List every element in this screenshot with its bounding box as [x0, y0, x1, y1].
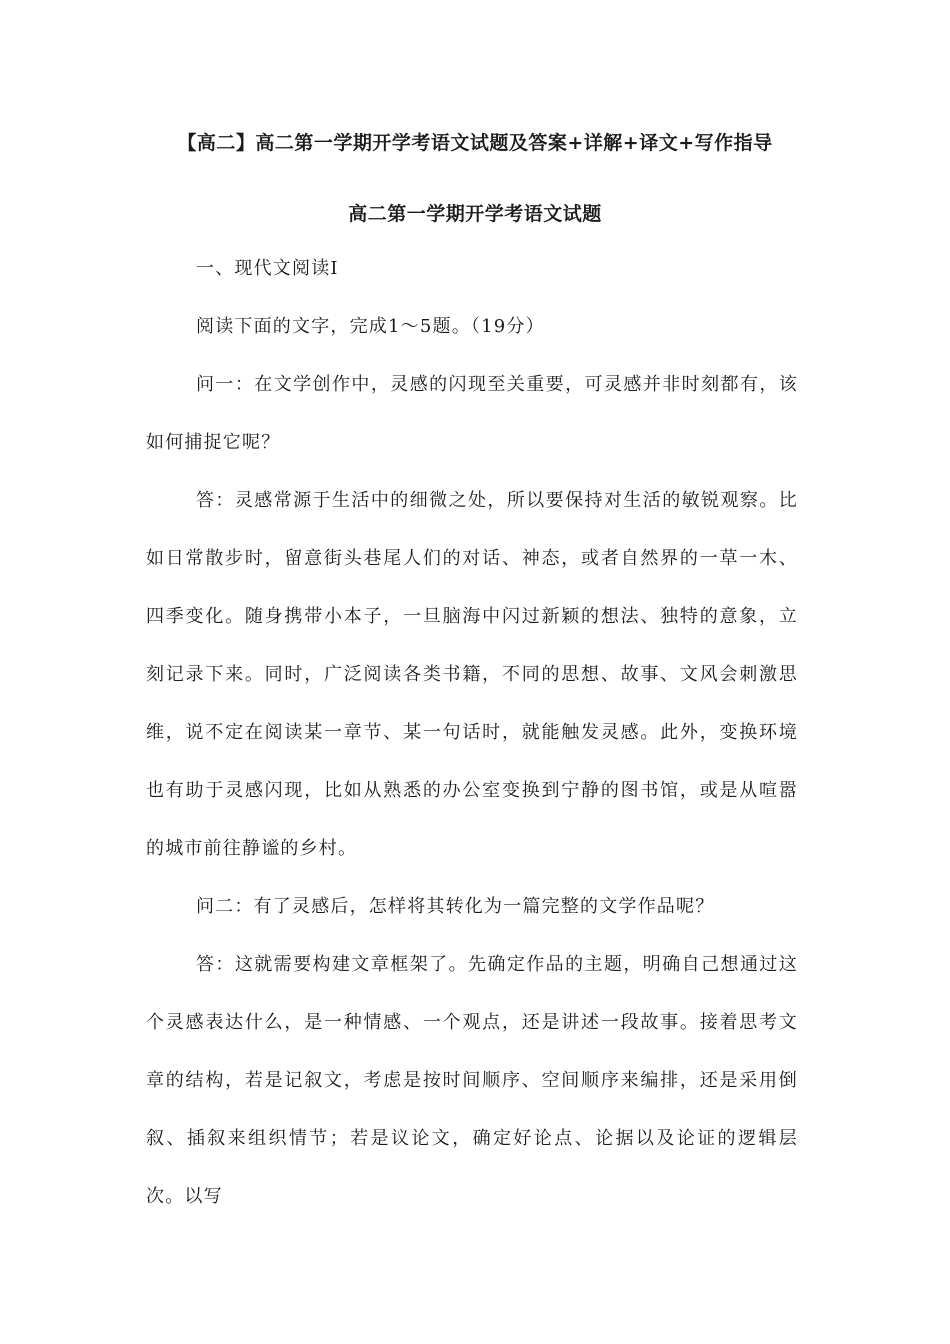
section-heading: 一、现代文阅读Ⅰ — [196, 258, 339, 279]
document-body — [146, 240, 798, 1226]
document-title: 【高二】高二第一学期开学考语文试题及答案+详解+译文+写作指导 — [177, 132, 773, 154]
question-one-paragraph: 问一：在文学创作中，灵感的闪现至关重要，可灵感并非时刻都有，该如何捕捉它呢？ — [146, 374, 798, 453]
question-two-paragraph: 问二：有了灵感后，怎样将其转化为一篇完整的文学作品呢？ — [196, 896, 715, 917]
answer-two-paragraph: 答：这就需要构建文章框架了。先确定作品的主题，明确自己想通过这个灵感表达什么，是一种情感、一个观点，还是讲述一段故事。接着思考文章的结构，若是记叙文，考虑是按时间顺序、空间顺序来编排，还是采用倒叙、插叙来组织情节；若是议论文，确定好论点、论据以及论证的逻辑层次。以写 — [146, 954, 798, 1207]
instruction-paragraph: 阅读下面的文字，完成1～5题。（19分） — [196, 316, 545, 337]
answer-one-paragraph: 答：灵感常源于生活中的细微之处，所以要保持对生活的敏锐观察。比如日常散步时，留意街头巷尾人们的对话、神态，或者自然界的一草一木、四季变化。随身携带小本子，一旦脑海中闪过新颖的想法、独特的意象，立刻记录下来。同时，广泛阅读各类书籍，不同的思想、故事、文风会刺激思维，说不定在阅读某一章节、某一句话时，就能触发灵感。此外，变换环境也有助于灵感闪现，比如从熟悉的办公室变换到宁静的图书馆，或是从喧嚣的城市前往静谧的乡村。 — [146, 490, 798, 859]
document-subtitle: 高二第一学期开学考语文试题 — [348, 203, 602, 225]
